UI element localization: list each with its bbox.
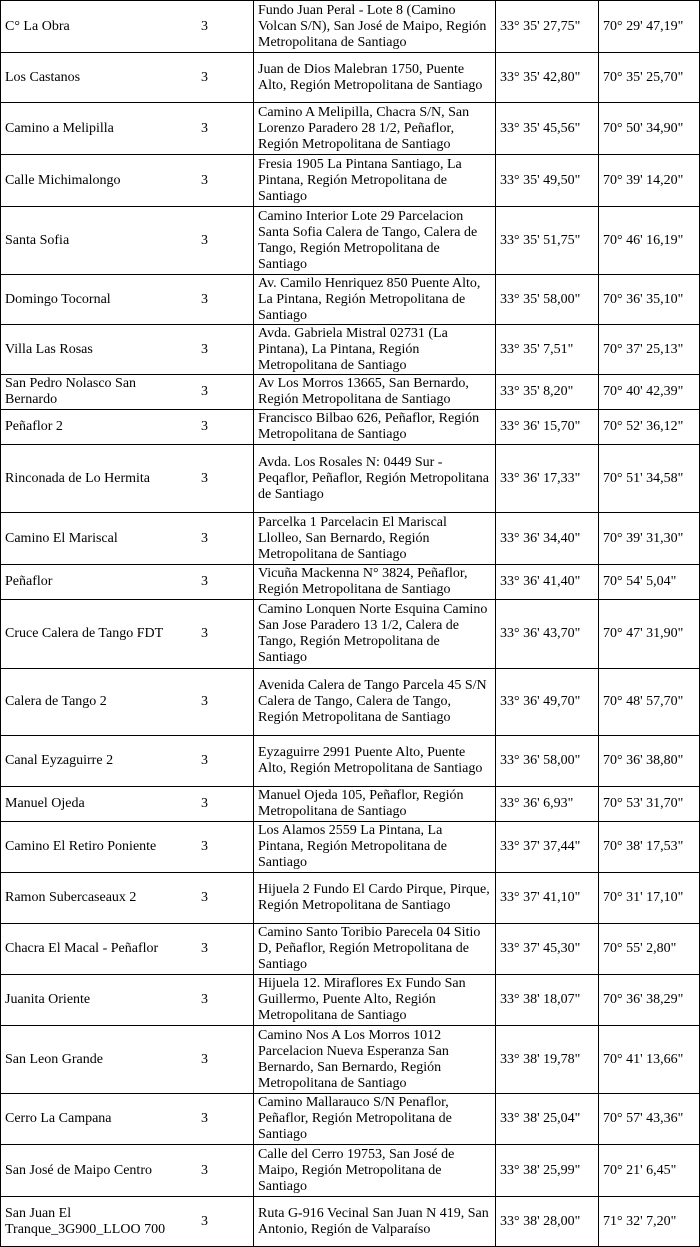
- site-address: Fundo Juan Peral - Lote 8 (Camino Volcan S/N), San José de Maipo, Región Metropolitana de Santiago: [254, 1, 496, 53]
- site-name: San Leon Grande: [5, 1051, 103, 1067]
- site-longitude: 70° 36' 38,80": [599, 736, 700, 787]
- table-row: [1, 1145, 700, 1197]
- table-row: [1, 787, 700, 822]
- site-name: Chacra El Macal - Peñaflor: [5, 941, 159, 956]
- site-name: San Pedro Nolasco San Bernardo: [5, 376, 137, 407]
- site-longitude: 70° 38' 17,53": [599, 822, 700, 873]
- site-latitude: 33° 37' 41,10": [496, 873, 599, 924]
- site-latitude: 33° 38' 18,07": [496, 975, 599, 1026]
- site-address: Camino Lonquen Norte Esquina Camino San Jose Paradero 13 1/2, Calera de Tango, Región Metropolitana de Santiago: [254, 600, 496, 669]
- table-row: [1, 565, 700, 600]
- site-latitude: 33° 36' 49,70": [496, 669, 599, 736]
- site-address: Avda. Gabriela Mistral 02731 (La Pintana), La Pintana, Región Metropolitana de Santiago: [254, 325, 496, 375]
- site-name-cell: [1, 410, 254, 445]
- site-name: Cruce Calera de Tango FDT: [5, 626, 164, 641]
- site-name: Santa Sofia: [5, 232, 70, 248]
- site-category: 3: [201, 941, 208, 956]
- site-longitude: 70° 46' 16,19": [599, 207, 700, 275]
- site-longitude: 71° 32' 7,20": [599, 1197, 700, 1247]
- site-longitude: 70° 39' 31,30": [599, 513, 700, 565]
- site-longitude: 70° 51' 34,58": [599, 445, 700, 513]
- site-category: 3: [201, 992, 208, 1007]
- site-category: 3: [201, 626, 208, 641]
- site-name: Juanita Oriente: [5, 992, 91, 1007]
- table-row: [1, 873, 700, 924]
- site-longitude: 70° 36' 38,29": [599, 975, 700, 1026]
- site-category: 3: [201, 574, 208, 589]
- site-name-cell: [1, 1197, 254, 1247]
- site-latitude: 33° 35' 45,56": [496, 103, 599, 155]
- site-address: Camino Nos A Los Morros 1012 Parcelacion Nueva Esperanza San Bernardo, San Bernardo, Región Metropolitana de Santiago: [254, 1026, 496, 1094]
- table-row: [1, 1026, 700, 1094]
- site-category: 3: [201, 120, 208, 136]
- site-name-cell: [1, 1, 254, 53]
- site-name: Cerro La Campana: [5, 1111, 112, 1126]
- site-name-cell: [1, 600, 254, 669]
- site-category: 3: [201, 291, 208, 307]
- site-category: 3: [201, 530, 208, 546]
- site-name-cell: [1, 924, 254, 975]
- table-row: [1, 513, 700, 565]
- site-longitude: 70° 29' 47,19": [599, 1, 700, 53]
- site-name: Manuel Ojeda: [5, 796, 85, 811]
- site-latitude: 33° 36' 6,93": [496, 787, 599, 822]
- site-latitude: 33° 37' 37,44": [496, 822, 599, 873]
- site-name: Camino El Mariscal: [5, 530, 118, 546]
- site-name: San Juan El Tranque_3G900_LLOO 700: [5, 1205, 166, 1237]
- site-longitude: 70° 37' 25,13": [599, 325, 700, 375]
- site-longitude: 70° 53' 31,70": [599, 787, 700, 822]
- table-row: [1, 1197, 700, 1247]
- site-longitude: 70° 21' 6,45": [599, 1145, 700, 1197]
- site-address: Avenida Calera de Tango Parcela 45 S/N Calera de Tango, Calera de Tango, Región Metropolitana de Santiago: [254, 669, 496, 736]
- site-address: Camino Mallarauco S/N Penaflor, Peñaflor, Región Metropolitana de Santiago: [254, 1094, 496, 1145]
- site-name: Camino a Melipilla: [5, 120, 114, 136]
- site-name-cell: [1, 787, 254, 822]
- site-address: Hijuela 12. Miraflores Ex Fundo San Guillermo, Puente Alto, Región Metropolitana de Santiago: [254, 975, 496, 1026]
- table-row: [1, 975, 700, 1026]
- site-address: Camino A Melipilla, Chacra S/N, San Lorenzo Paradero 28 1/2, Peñaflor, Región Metropolitana de Santiago: [254, 103, 496, 155]
- site-longitude: 70° 50' 34,90": [599, 103, 700, 155]
- site-longitude: 70° 35' 25,70": [599, 53, 700, 103]
- site-address: Los Alamos 2559 La Pintana, La Pintana, Región Metropolitana de Santiago: [254, 822, 496, 873]
- table-row: [1, 736, 700, 787]
- site-latitude: 33° 36' 41,40": [496, 565, 599, 600]
- site-longitude: 70° 57' 43,36": [599, 1094, 700, 1145]
- site-category: 3: [201, 1051, 208, 1067]
- site-latitude: 33° 35' 7,51": [496, 325, 599, 375]
- site-longitude: 70° 52' 36,12": [599, 410, 700, 445]
- sites-table-body: [1, 1, 700, 1247]
- site-name: Canal Eyzaguirre 2: [5, 753, 114, 768]
- site-latitude: 33° 36' 58,00": [496, 736, 599, 787]
- site-address: Fresia 1905 La Pintana Santiago, La Pintana, Región Metropolitana de Santiago: [254, 155, 496, 207]
- site-category: 3: [201, 172, 208, 188]
- site-category: 3: [201, 69, 208, 85]
- site-name: Peñaflor: [5, 574, 53, 589]
- site-name: Rinconada de Lo Hermita: [5, 470, 151, 486]
- table-row: [1, 669, 700, 736]
- site-name-cell: [1, 207, 254, 275]
- site-address: Av. Camilo Henriquez 850 Puente Alto, La Pintana, Región Metropolitana de Santiago: [254, 275, 496, 325]
- site-name: Peñaflor 2: [5, 419, 63, 434]
- site-name-cell: [1, 155, 254, 207]
- site-longitude: 70° 48' 57,70": [599, 669, 700, 736]
- site-name-cell: [1, 669, 254, 736]
- site-name-cell: [1, 325, 254, 375]
- site-category: 3: [201, 341, 208, 357]
- table-row: [1, 1, 700, 53]
- site-address: Vicuña Mackenna N° 3824, Peñaflor, Región Metropolitana de Santiago: [254, 565, 496, 600]
- site-category: 3: [201, 839, 208, 854]
- site-address: Juan de Dios Malebran 1750, Puente Alto, Región Metropolitana de Santiago: [254, 53, 496, 103]
- site-name-cell: [1, 565, 254, 600]
- site-address: Av Los Morros 13665, San Bernardo, Región Metropolitana de Santiago: [254, 375, 496, 410]
- table-row: [1, 445, 700, 513]
- site-category: 3: [201, 694, 208, 709]
- site-name-cell: [1, 873, 254, 924]
- site-latitude: 33° 35' 51,75": [496, 207, 599, 275]
- site-name-cell: [1, 275, 254, 325]
- site-name: Camino El Retiro Poniente: [5, 839, 157, 854]
- site-latitude: 33° 35' 58,00": [496, 275, 599, 325]
- site-latitude: 33° 35' 8,20": [496, 375, 599, 410]
- site-name: Calle Michimalongo: [5, 172, 121, 188]
- table-row: [1, 410, 700, 445]
- site-longitude: 70° 47' 31,90": [599, 600, 700, 669]
- table-row: [1, 325, 700, 375]
- table-row: [1, 822, 700, 873]
- site-address: Parcelka 1 Parcelacin El Mariscal Llolleo, San Bernardo, Región Metropolitana de Santiago: [254, 513, 496, 565]
- site-longitude: 70° 31' 17,10": [599, 873, 700, 924]
- site-name: Los Castanos: [5, 69, 81, 85]
- site-longitude: 70° 41' 13,66": [599, 1026, 700, 1094]
- site-latitude: 33° 38' 19,78": [496, 1026, 599, 1094]
- site-address: Camino Santo Toribio Parecela 04 Sitio D, Peñaflor, Región Metropolitana de Santiago: [254, 924, 496, 975]
- site-latitude: 33° 38' 25,99": [496, 1145, 599, 1197]
- site-name: Villa Las Rosas: [5, 341, 93, 357]
- site-name: C° La Obra: [5, 18, 70, 34]
- site-name-cell: [1, 445, 254, 513]
- site-name: San José de Maipo Centro: [5, 1162, 152, 1178]
- site-latitude: 33° 36' 43,70": [496, 600, 599, 669]
- site-category: 3: [201, 796, 208, 811]
- site-latitude: 33° 36' 34,40": [496, 513, 599, 565]
- site-category: 3: [201, 470, 208, 486]
- site-latitude: 33° 36' 15,70": [496, 410, 599, 445]
- site-address: Eyzaguirre 2991 Puente Alto, Puente Alto, Región Metropolitana de Santiago: [254, 736, 496, 787]
- site-longitude: 70° 40' 42,39": [599, 375, 700, 410]
- site-address: Manuel Ojeda 105, Peñaflor, Región Metropolitana de Santiago: [254, 787, 496, 822]
- site-address: Hijuela 2 Fundo El Cardo Pirque, Pirque, Región Metropolitana de Santiago: [254, 873, 496, 924]
- table-row: [1, 53, 700, 103]
- site-name: Ramon Subercaseaux 2: [5, 890, 137, 905]
- table-row: [1, 1094, 700, 1145]
- site-latitude: 33° 35' 49,50": [496, 155, 599, 207]
- site-category: 3: [201, 18, 208, 34]
- site-latitude: 33° 38' 28,00": [496, 1197, 599, 1247]
- site-latitude: 33° 36' 17,33": [496, 445, 599, 513]
- site-name-cell: [1, 822, 254, 873]
- site-longitude: 70° 36' 35,10": [599, 275, 700, 325]
- site-latitude: 33° 38' 25,04": [496, 1094, 599, 1145]
- table-row: [1, 375, 700, 410]
- table-row: [1, 207, 700, 275]
- site-category: 3: [201, 753, 208, 768]
- site-category: 3: [201, 384, 208, 399]
- table-row: [1, 155, 700, 207]
- table-row: [1, 924, 700, 975]
- site-category: 3: [201, 1213, 208, 1229]
- site-address: Camino Interior Lote 29 Parcelacion Santa Sofia Calera de Tango, Calera de Tango, Región Metropolitana de Santiago: [254, 207, 496, 275]
- site-address: Ruta G-916 Vecinal San Juan N 419, San Antonio, Región de Valparaíso: [254, 1197, 496, 1247]
- table-row: [1, 600, 700, 669]
- site-name-cell: [1, 53, 254, 103]
- site-category: 3: [201, 232, 208, 248]
- site-category: 3: [201, 1111, 208, 1126]
- site-address: Francisco Bilbao 626, Peñaflor, Región Metropolitana de Santiago: [254, 410, 496, 445]
- site-longitude: 70° 39' 14,20": [599, 155, 700, 207]
- site-name: Calera de Tango 2: [5, 694, 107, 709]
- site-latitude: 33° 37' 45,30": [496, 924, 599, 975]
- site-name-cell: [1, 1145, 254, 1197]
- site-name: Domingo Tocornal: [5, 291, 111, 307]
- site-category: 3: [201, 890, 208, 905]
- site-latitude: 33° 35' 42,80": [496, 53, 599, 103]
- site-name-cell: [1, 513, 254, 565]
- site-longitude: 70° 55' 2,80": [599, 924, 700, 975]
- site-name-cell: [1, 975, 254, 1026]
- table-row: [1, 103, 700, 155]
- site-name-cell: [1, 1026, 254, 1094]
- site-name-cell: [1, 375, 254, 410]
- site-category: 3: [201, 419, 208, 434]
- table-row: [1, 275, 700, 325]
- site-address: Avda. Los Rosales N: 0449 Sur - Peqaflor, Peñaflor, Región Metropolitana de Santiago: [254, 445, 496, 513]
- site-longitude: 70° 54' 5,04": [599, 565, 700, 600]
- site-name-cell: [1, 736, 254, 787]
- site-category: 3: [201, 1162, 208, 1178]
- site-name-cell: [1, 103, 254, 155]
- site-address: Calle del Cerro 19753, San José de Maipo, Región Metropolitana de Santiago: [254, 1145, 496, 1197]
- site-name-cell: [1, 1094, 254, 1145]
- site-latitude: 33° 35' 27,75": [496, 1, 599, 53]
